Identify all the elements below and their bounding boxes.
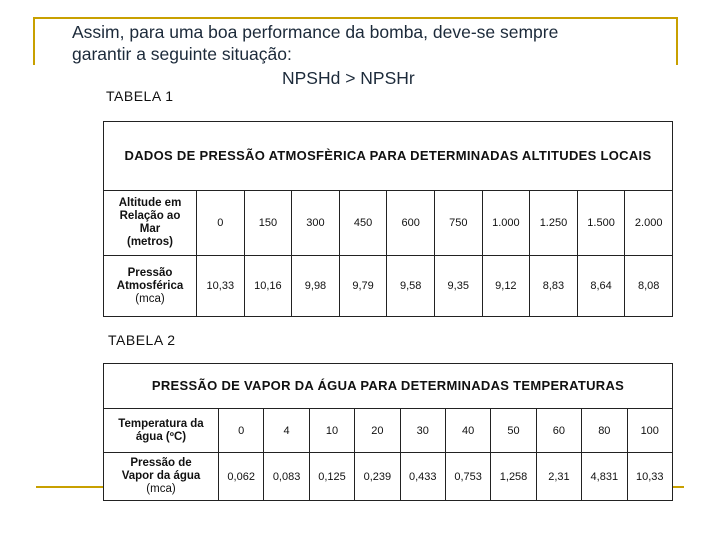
temperature-cell: 80 <box>582 409 627 453</box>
pressure-cell: 9,35 <box>434 256 482 317</box>
row-header-line: Pressão de <box>130 457 192 469</box>
temperature-cell: 20 <box>355 409 400 453</box>
temperature-cell: 100 <box>627 409 672 453</box>
vapor-pressure-cell: 0,753 <box>445 453 490 501</box>
altitude-cell: 2.000 <box>625 191 673 256</box>
altitude-cell: 1.000 <box>482 191 530 256</box>
temperature-cell: 4 <box>264 409 309 453</box>
pressure-cell: 8,08 <box>625 256 673 317</box>
row-header-line: (metros) <box>126 236 173 248</box>
row-header-line: (mca) <box>146 483 176 495</box>
row-header-line: Vapor da água <box>121 470 201 482</box>
row-header-line: Altitude em <box>118 197 182 209</box>
table2-row1-header <box>104 409 219 453</box>
altitude-cell: 450 <box>339 191 387 256</box>
temperature-cell: 60 <box>536 409 581 453</box>
npsh-formula: NPSHd > NPSHr <box>282 68 415 88</box>
vapor-pressure-cell: 10,33 <box>627 453 672 501</box>
intro-line-2: garantir a seguinte situação: <box>72 44 292 64</box>
vapor-pressure-table <box>103 363 673 501</box>
top-accent-line <box>33 17 678 19</box>
table2-row2-header <box>104 453 219 501</box>
pressure-cell: 9,12 <box>482 256 530 317</box>
vapor-pressure-cell: 0,062 <box>219 453 264 501</box>
pressure-cell: 9,98 <box>292 256 340 317</box>
table2-label: TABELA 2 <box>108 332 176 348</box>
pressure-cell: 10,33 <box>197 256 245 317</box>
altitude-cell: 750 <box>434 191 482 256</box>
vapor-pressure-cell: 2,31 <box>536 453 581 501</box>
row-header-line: Atmosférica <box>116 279 184 292</box>
table1-row1-header <box>104 191 197 256</box>
temperature-cell: 10 <box>309 409 354 453</box>
temperature-cell: 30 <box>400 409 445 453</box>
altitude-cell: 1.500 <box>577 191 625 256</box>
row-header-line: Pressão <box>127 266 173 279</box>
table2-title: PRESSÃO DE VAPOR DA ÁGUA PARA DETERMINADAS TEMPERATURAS <box>104 364 673 409</box>
pressure-cell: 9,58 <box>387 256 435 317</box>
intro-text <box>72 21 558 65</box>
table1-row2-header <box>104 256 197 317</box>
left-accent-line <box>33 17 35 65</box>
row-header-line: (mca) <box>135 292 165 305</box>
row-header-line: Mar <box>139 223 161 235</box>
altitude-cell: 300 <box>292 191 340 256</box>
pressure-cell: 9,79 <box>339 256 387 317</box>
temperature-cell: 40 <box>445 409 490 453</box>
pressure-cell: 10,16 <box>244 256 292 317</box>
temperature-cell: 50 <box>491 409 536 453</box>
vapor-pressure-cell: 0,083 <box>264 453 309 501</box>
right-accent-line <box>676 17 678 65</box>
vapor-pressure-cell: 0,125 <box>309 453 354 501</box>
table1-title: DADOS DE PRESSÃO ATMOSFÈRICA PARA DETERMINADAS ALTITUDES LOCAIS <box>104 122 673 191</box>
altitude-cell: 0 <box>197 191 245 256</box>
vapor-pressure-cell: 0,239 <box>355 453 400 501</box>
pressure-cell: 8,64 <box>577 256 625 317</box>
vapor-pressure-cell: 4,831 <box>582 453 627 501</box>
intro-line-1: Assim, para uma boa performance da bomba, deve-se sempre <box>72 22 559 42</box>
altitude-cell: 600 <box>387 191 435 256</box>
altitude-cell: 1.250 <box>530 191 578 256</box>
row-header-line: Relação ao <box>119 210 181 222</box>
altitude-cell: 150 <box>244 191 292 256</box>
atmospheric-pressure-table <box>103 121 673 317</box>
row-header-line: água (ºC) <box>135 430 187 443</box>
table1-label: TABELA 1 <box>106 88 174 104</box>
row-header-line: Temperatura da <box>118 417 204 430</box>
vapor-pressure-cell: 1,258 <box>491 453 536 501</box>
pressure-cell: 8,83 <box>530 256 578 317</box>
vapor-pressure-cell: 0,433 <box>400 453 445 501</box>
temperature-cell: 0 <box>219 409 264 453</box>
